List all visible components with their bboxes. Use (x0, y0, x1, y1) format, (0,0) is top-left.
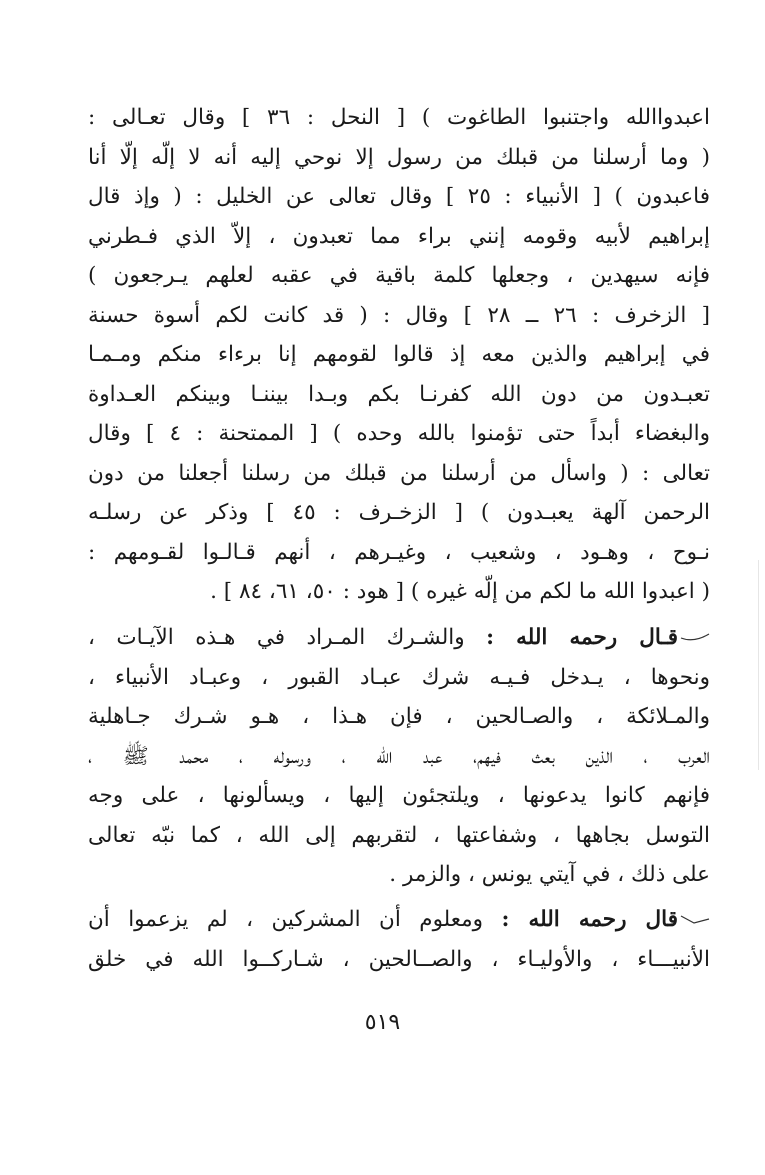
paragraph-3 (88, 900, 710, 979)
text-line: اعبدوا‌الله واجتنبوا الطاغوت ) [ النحل : ٣٦ ] وقال تعـالى : (88, 105, 710, 130)
text-line: فإنه سيهدين ، وجعلها كلمة باقية في عقبه لعلهم يـرجعون ) (88, 263, 710, 288)
text-line: فإنهم كانوا يدعونها ، ويلتجئون إليها ، ويسألونها ، على وجه (88, 783, 710, 808)
text-line: والمـلائكة ، والصـالحين ، فإن هـذا ، هـو شـرك جـاهلية (88, 704, 710, 729)
text-line: نـوح ، وهـود ، وشعيب ، وغيـرهم ، أنهم قـالـوا لقـومهم : (88, 539, 710, 565)
heading-line (88, 900, 710, 940)
heading-line-text: والشـرك المـراد في هـذه الآيـات ، (88, 625, 465, 650)
section-marker-icon (680, 631, 710, 645)
text-line: تعالى : ( واسأل من أرسلنا من قبلك من رسلنا أجعلنا من دون (88, 460, 710, 486)
page-edge-line (758, 560, 759, 770)
heading-line-text: ومعلوم أن المشركين ، لم يزعموا أن (88, 907, 484, 932)
section-heading: قال رحمه الله : (501, 907, 678, 932)
section-marker-icon (680, 913, 710, 927)
text-line: تعبـدون من دون الله كفرنـا بكم وبـدا بيننـا وبينكم العـداوة (88, 381, 710, 407)
text-line: الرحمن آلهة يعبـدون ) [ الزخـرف : ٤٥ ] وذكر عن رسلـه (88, 500, 710, 525)
text-line: في إبراهيم والذين معه إذ قالوا لقومهم إنا برءاء منكم ومـمـا (88, 342, 710, 367)
text-line: والبغضاء أبداً حتى تؤمنوا بالله وحده ) [ الممتحنة : ٤ ] وقال (88, 421, 710, 446)
text-line: العرب ، الذين بعث فيهم، عبد الله ، ورسوله ، محمد ﷺ ، (88, 743, 710, 769)
page-number: ٥١٩ (364, 1010, 401, 1035)
text-line: [ الزخرف : ٢٦ ــ ٢٨ ] وقال : ( قد كانت لكم أسوة حسنة (88, 302, 710, 328)
section-heading: قـال رحمه الله : (486, 625, 678, 650)
text-line: على ذلك ، في آيتي يونس ، والزمر . (389, 862, 710, 887)
heading-line (88, 618, 710, 658)
text-line: ( وما أرسلنا من قبلك من رسول إلا نوحي إليه أنه لا إلّه إلّا أنا (88, 144, 710, 170)
paragraph-1 (88, 98, 710, 612)
text-line: ونحوها ، يـدخل فـيـه شرك عبـاد القبور ، وعبـاد الأنبياء ، (88, 664, 710, 690)
text-line: الأنبيـــاء ، والأوليـاء ، والصــالحين ، شـاركــوا الله في خلق (88, 946, 710, 972)
paragraph-2 (88, 618, 710, 895)
text-line: التوسل بجاهها ، وشفاعتها ، لتقربهم إلى الله ، كما نبّه تعالى (88, 822, 710, 848)
text-line: فاعبدون ) [ الأنبياء : ٢٥ ] وقال تعالى عن الخليل : ( وإذ قال (88, 184, 710, 209)
text-line: إبراهيم لأبيه وقومه إنني براء مما تعبدون ، إلاّ الذي فـطرني (88, 223, 710, 249)
text-line: ( اعبدوا الله ما لكم من إلّه غيره ) [ هود : ٥٠، ٦١، ٨٤ ] . (210, 579, 710, 604)
